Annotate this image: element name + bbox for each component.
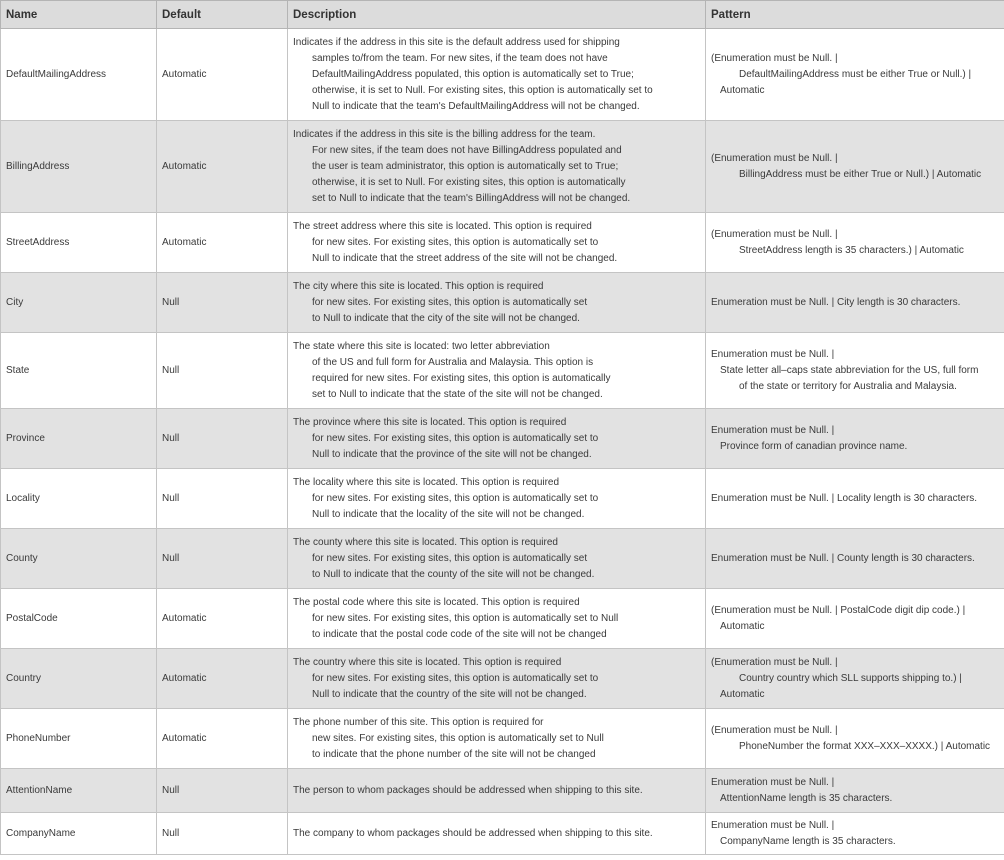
pattern-line: Country country which SLL supports shipping to.) | [739,672,962,684]
header-pattern: Pattern [706,1,1004,29]
header-description: Description [288,1,706,29]
cell-pattern [706,409,1004,469]
description-line: otherwise, it is set to Null. For existing sites, this option is automatically set to [312,84,653,96]
description-line: The phone number of this site. This option is required for [293,716,544,728]
cell-pattern [706,769,1004,813]
pattern-line: AttentionName length is 35 characters. [720,792,893,804]
description-line: required for new sites. For existing sites, this option is automatically [312,372,611,384]
cell-pattern [706,589,1004,649]
cell-description [288,29,706,121]
description-line: The city where this site is located. This option is required [293,280,544,292]
cell-pattern [706,649,1004,709]
cell-pattern [706,213,1004,273]
cell-description [288,469,706,529]
description-line: for new sites. For existing sites, this option is automatically set [312,296,588,308]
description-line: Null to indicate that the locality of the site will not be changed. [312,508,585,520]
description-line: Indicates if the address in this site is the billing address for the team. [293,128,596,140]
description-line: Null to indicate that the street address of the site will not be changed. [312,252,618,264]
cell-name: BillingAddress [1,121,157,213]
pattern-line: BillingAddress must be either True or Null.) | Automatic [739,168,982,180]
pattern-line: Enumeration must be Null. | [711,819,835,831]
header-row [1,1,1004,29]
header-default: Default [157,1,288,29]
cell-description [288,769,706,813]
description-line: The county where this site is located. This option is required [293,536,558,548]
description-line: for new sites. For existing sites, this option is automatically set [312,552,588,564]
cell-name: CompanyName [1,813,157,855]
description-line: to Null to indicate that the city of the site will not be changed. [312,312,580,324]
description-line: of the US and full form for Australia and Malaysia. This option is [312,356,594,368]
description-line: set to Null to indicate that the team's BillingAddress will not be changed. [312,192,631,204]
description-line: Null to indicate that the country of the site will not be changed. [312,688,587,700]
table-row [1,709,1004,769]
cell-pattern [706,529,1004,589]
cell-name: City [1,273,157,333]
description-line: new sites. For existing sites, this option is automatically set to Null [312,732,604,744]
description-line: samples to/from the team. For new sites, if the team does not have [312,52,608,64]
pattern-line: Enumeration must be Null. | [711,776,835,788]
description-line: set to Null to indicate that the state of the site will not be changed. [312,388,603,400]
description-line: The person to whom packages should be addressed when shipping to this site. [293,784,643,796]
description-line: to indicate that the postal code code of the site will not be changed [312,628,607,640]
pattern-line: Enumeration must be Null. | Locality length is 30 characters. [711,492,978,504]
description-line: Indicates if the address in this site is the default address used for shipping [293,36,620,48]
description-line: The state where this site is located: two letter abbreviation [293,340,550,352]
cell-default: Null [157,333,288,409]
description-line: for new sites. For existing sites, this option is automatically set to [312,432,599,444]
pattern-line: DefaultMailingAddress must be either True or Null.) | [739,68,972,80]
cell-pattern [706,29,1004,121]
cell-default: Null [157,273,288,333]
cell-name: State [1,333,157,409]
pattern-line: Automatic [720,688,765,700]
cell-name: Country [1,649,157,709]
pattern-line: of the state or territory for Australia and Malaysia. [739,380,957,392]
cell-default: Null [157,469,288,529]
pattern-line: (Enumeration must be Null. | [711,656,838,668]
cell-description [288,709,706,769]
description-line: Null to indicate that the team's DefaultMailingAddress will not be changed. [312,100,640,112]
cell-default: Null [157,529,288,589]
cell-description [288,409,706,469]
description-line: for new sites. For existing sites, this option is automatically set to [312,672,599,684]
cell-pattern [706,709,1004,769]
pattern-line: Enumeration must be Null. | County length is 30 characters. [711,552,975,564]
cell-description [288,589,706,649]
pattern-line: Automatic [720,84,765,96]
cell-default: Automatic [157,649,288,709]
cell-description [288,121,706,213]
cell-name: County [1,529,157,589]
cell-name: DefaultMailingAddress [1,29,157,121]
cell-name: StreetAddress [1,213,157,273]
pattern-line: CompanyName length is 35 characters. [720,835,896,847]
pattern-line: StreetAddress length is 35 characters.) | Automatic [739,244,964,256]
cell-pattern [706,273,1004,333]
description-line: to Null to indicate that the county of the site will not be changed. [312,568,595,580]
cell-description [288,529,706,589]
description-line: the user is team administrator, this option is automatically set to True; [312,160,619,172]
cell-name: PostalCode [1,589,157,649]
pattern-line: Enumeration must be Null. | City length is 30 characters. [711,296,961,308]
cell-pattern [706,333,1004,409]
pattern-line: State letter all–caps state abbreviation for the US, full form [720,364,979,376]
description-line: The country where this site is located. This option is required [293,656,562,668]
pattern-line: Automatic [720,620,765,632]
table-row [1,813,1004,855]
table-row [1,273,1004,333]
cell-pattern [706,813,1004,855]
cell-pattern [706,121,1004,213]
table-row [1,469,1004,529]
description-line: Null to indicate that the province of the site will not be changed. [312,448,592,460]
pattern-line: (Enumeration must be Null. | [711,228,838,240]
description-line: for new sites. For existing sites, this option is automatically set to [312,236,599,248]
cell-default: Automatic [157,121,288,213]
cell-default: Automatic [157,589,288,649]
cell-description [288,213,706,273]
pattern-line: (Enumeration must be Null. | [711,152,838,164]
pattern-line: Enumeration must be Null. | [711,424,835,436]
pattern-line: (Enumeration must be Null. | [711,724,838,736]
cell-description [288,813,706,855]
table-row [1,333,1004,409]
pattern-line: (Enumeration must be Null. | PostalCode digit dip code.) | [711,604,966,616]
description-line: for new sites. For existing sites, this option is automatically set to [312,492,599,504]
description-line: For new sites, if the team does not have BillingAddress populated and [312,144,622,156]
header-name: Name [1,1,157,29]
description-line: otherwise, it is set to Null. For existing sites, this option is automatically [312,176,626,188]
description-line: The postal code where this site is located. This option is required [293,596,580,608]
cell-description [288,273,706,333]
description-line: The company to whom packages should be addressed when shipping to this site. [293,827,653,839]
description-line: for new sites. For existing sites, this option is automatically set to Null [312,612,619,624]
cell-name: Province [1,409,157,469]
pattern-line: Province form of canadian province name. [720,440,908,452]
cell-default: Automatic [157,709,288,769]
table-row [1,589,1004,649]
table-row [1,409,1004,469]
cell-description [288,333,706,409]
cell-name: AttentionName [1,769,157,813]
description-line: The province where this site is located. This option is required [293,416,567,428]
cell-default: Automatic [157,213,288,273]
cell-default: Null [157,769,288,813]
cell-default: Null [157,409,288,469]
table-row [1,213,1004,273]
table-row [1,649,1004,709]
pattern-line: Enumeration must be Null. | [711,348,835,360]
description-line: to indicate that the phone number of the site will not be changed [312,748,596,760]
description-line: The street address where this site is located. This option is required [293,220,592,232]
description-line: The locality where this site is located. This option is required [293,476,560,488]
pattern-line: PhoneNumber the format XXX–XXX–XXXX.) | Automatic [739,740,991,752]
table-row [1,529,1004,589]
cell-name: PhoneNumber [1,709,157,769]
table-row [1,769,1004,813]
cell-default: Null [157,813,288,855]
cell-pattern [706,469,1004,529]
description-line: DefaultMailingAddress populated, this option is automatically set to True; [312,68,634,80]
cell-description [288,649,706,709]
pattern-line: (Enumeration must be Null. | [711,52,838,64]
cell-name: Locality [1,469,157,529]
cell-default: Automatic [157,29,288,121]
table-row [1,121,1004,213]
table-row [1,29,1004,121]
